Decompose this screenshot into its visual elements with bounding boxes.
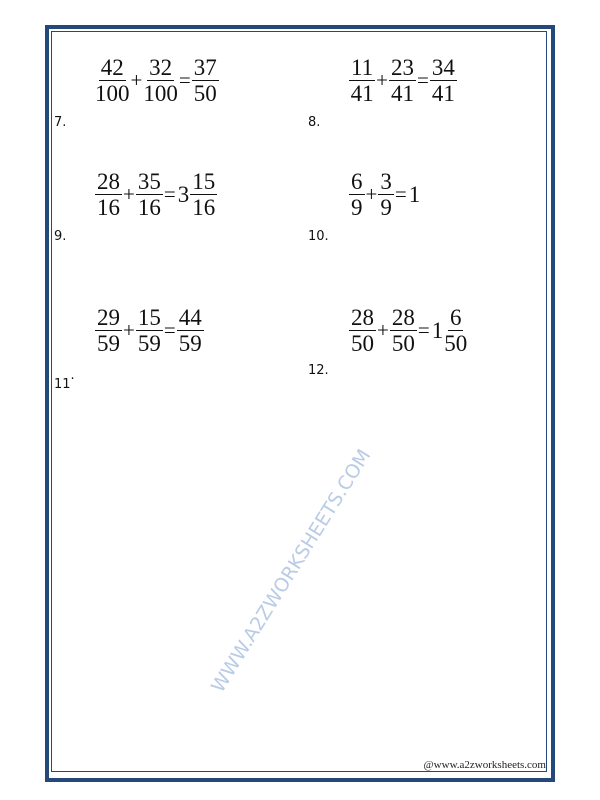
- problem-number-text: 11: [54, 377, 71, 392]
- fraction-addend-1: [349, 305, 376, 356]
- equation: [95, 169, 217, 220]
- numerator: 3: [380, 169, 392, 194]
- fraction-addend-1: [95, 55, 130, 106]
- numerator: 28: [391, 305, 415, 330]
- plus-sign: +: [123, 318, 135, 342]
- numerator: 32: [149, 55, 173, 80]
- equals-sign: =: [163, 318, 176, 342]
- denominator: 16: [137, 195, 161, 220]
- numerator: 29: [97, 305, 120, 330]
- equation: [349, 305, 467, 356]
- equation: [349, 169, 421, 220]
- denominator: 50: [391, 331, 415, 356]
- problem-number: [54, 229, 66, 244]
- equals-sign: =: [417, 318, 430, 342]
- numerator: 28: [351, 305, 374, 330]
- watermark: WWW.A2ZWORKSHEETS.COM: [207, 445, 376, 697]
- fraction-addend-1: [95, 305, 122, 356]
- fraction-addend-1: [349, 169, 365, 220]
- denominator: 50: [444, 331, 468, 356]
- numerator: 15: [137, 305, 161, 330]
- page-border-inner: [51, 31, 547, 772]
- plus-sign: +: [130, 68, 143, 92]
- numerator: 23: [391, 55, 414, 80]
- fraction-addend-2: [136, 305, 163, 356]
- fraction-addend-2: [390, 305, 417, 356]
- fraction-result: [190, 169, 217, 220]
- equals-sign: =: [394, 182, 407, 206]
- fraction-addend-1: [95, 169, 122, 220]
- problem-number-text: 7.: [54, 115, 67, 130]
- fraction-addend-1: [349, 55, 375, 106]
- equation: [95, 55, 219, 106]
- fraction-result: [192, 55, 219, 106]
- denominator: 16: [192, 195, 216, 220]
- fraction-addend-2: [136, 169, 163, 220]
- problem-number-text: 10.: [308, 229, 329, 244]
- problem-number-text: 8.: [308, 115, 321, 130]
- numerator: 44: [178, 305, 202, 330]
- plus-sign: +: [123, 182, 135, 206]
- denominator: 41: [350, 81, 374, 106]
- problem-number-text: 9.: [54, 229, 67, 244]
- denominator: 41: [391, 81, 414, 106]
- fraction-result: [444, 305, 467, 356]
- denominator: 100: [95, 81, 130, 106]
- equals-sign: =: [163, 182, 176, 206]
- denominator: 9: [380, 195, 392, 220]
- numerator: 15: [192, 169, 216, 194]
- denominator: 9: [351, 195, 363, 220]
- problem-number-text: 12.: [308, 363, 329, 378]
- denominator: 59: [97, 331, 120, 356]
- numerator: 35: [137, 169, 161, 194]
- numerator: 34: [431, 55, 455, 80]
- numerator: 28: [97, 169, 120, 194]
- plus-sign: +: [377, 318, 389, 342]
- fraction-result: [177, 305, 204, 356]
- numerator: 37: [193, 55, 217, 80]
- numerator: 6: [351, 169, 363, 194]
- denominator: 50: [193, 81, 217, 106]
- plus-sign: +: [365, 182, 378, 206]
- equation: [349, 55, 457, 106]
- denominator: 59: [137, 331, 161, 356]
- problem-number: [308, 363, 329, 378]
- denominator: 100: [143, 81, 178, 106]
- denominator: 50: [351, 331, 374, 356]
- numerator: 42: [100, 55, 124, 80]
- fraction-addend-2: [378, 169, 394, 220]
- whole-number: 3: [177, 181, 190, 207]
- plus-sign: +: [376, 68, 388, 92]
- problem-number: [54, 115, 66, 130]
- problem-number: [308, 229, 329, 244]
- problem-number-dot: .: [70, 368, 75, 383]
- whole-number: 1: [431, 317, 444, 343]
- problem-number: [54, 368, 75, 392]
- fraction-result: [430, 55, 457, 106]
- equals-sign: =: [178, 68, 191, 92]
- fraction-addend-2: [143, 55, 178, 106]
- footer-credit: @www.a2zworksheets.com: [423, 759, 546, 771]
- equation: [95, 305, 204, 356]
- numerator: 11: [351, 55, 374, 80]
- equals-sign: =: [417, 68, 429, 92]
- denominator: 16: [97, 195, 120, 220]
- denominator: 59: [178, 331, 202, 356]
- numerator: 6: [449, 305, 462, 330]
- denominator: 41: [431, 81, 455, 106]
- fraction-addend-2: [389, 55, 416, 106]
- problem-number: [308, 115, 320, 130]
- whole-number: 1: [408, 181, 421, 207]
